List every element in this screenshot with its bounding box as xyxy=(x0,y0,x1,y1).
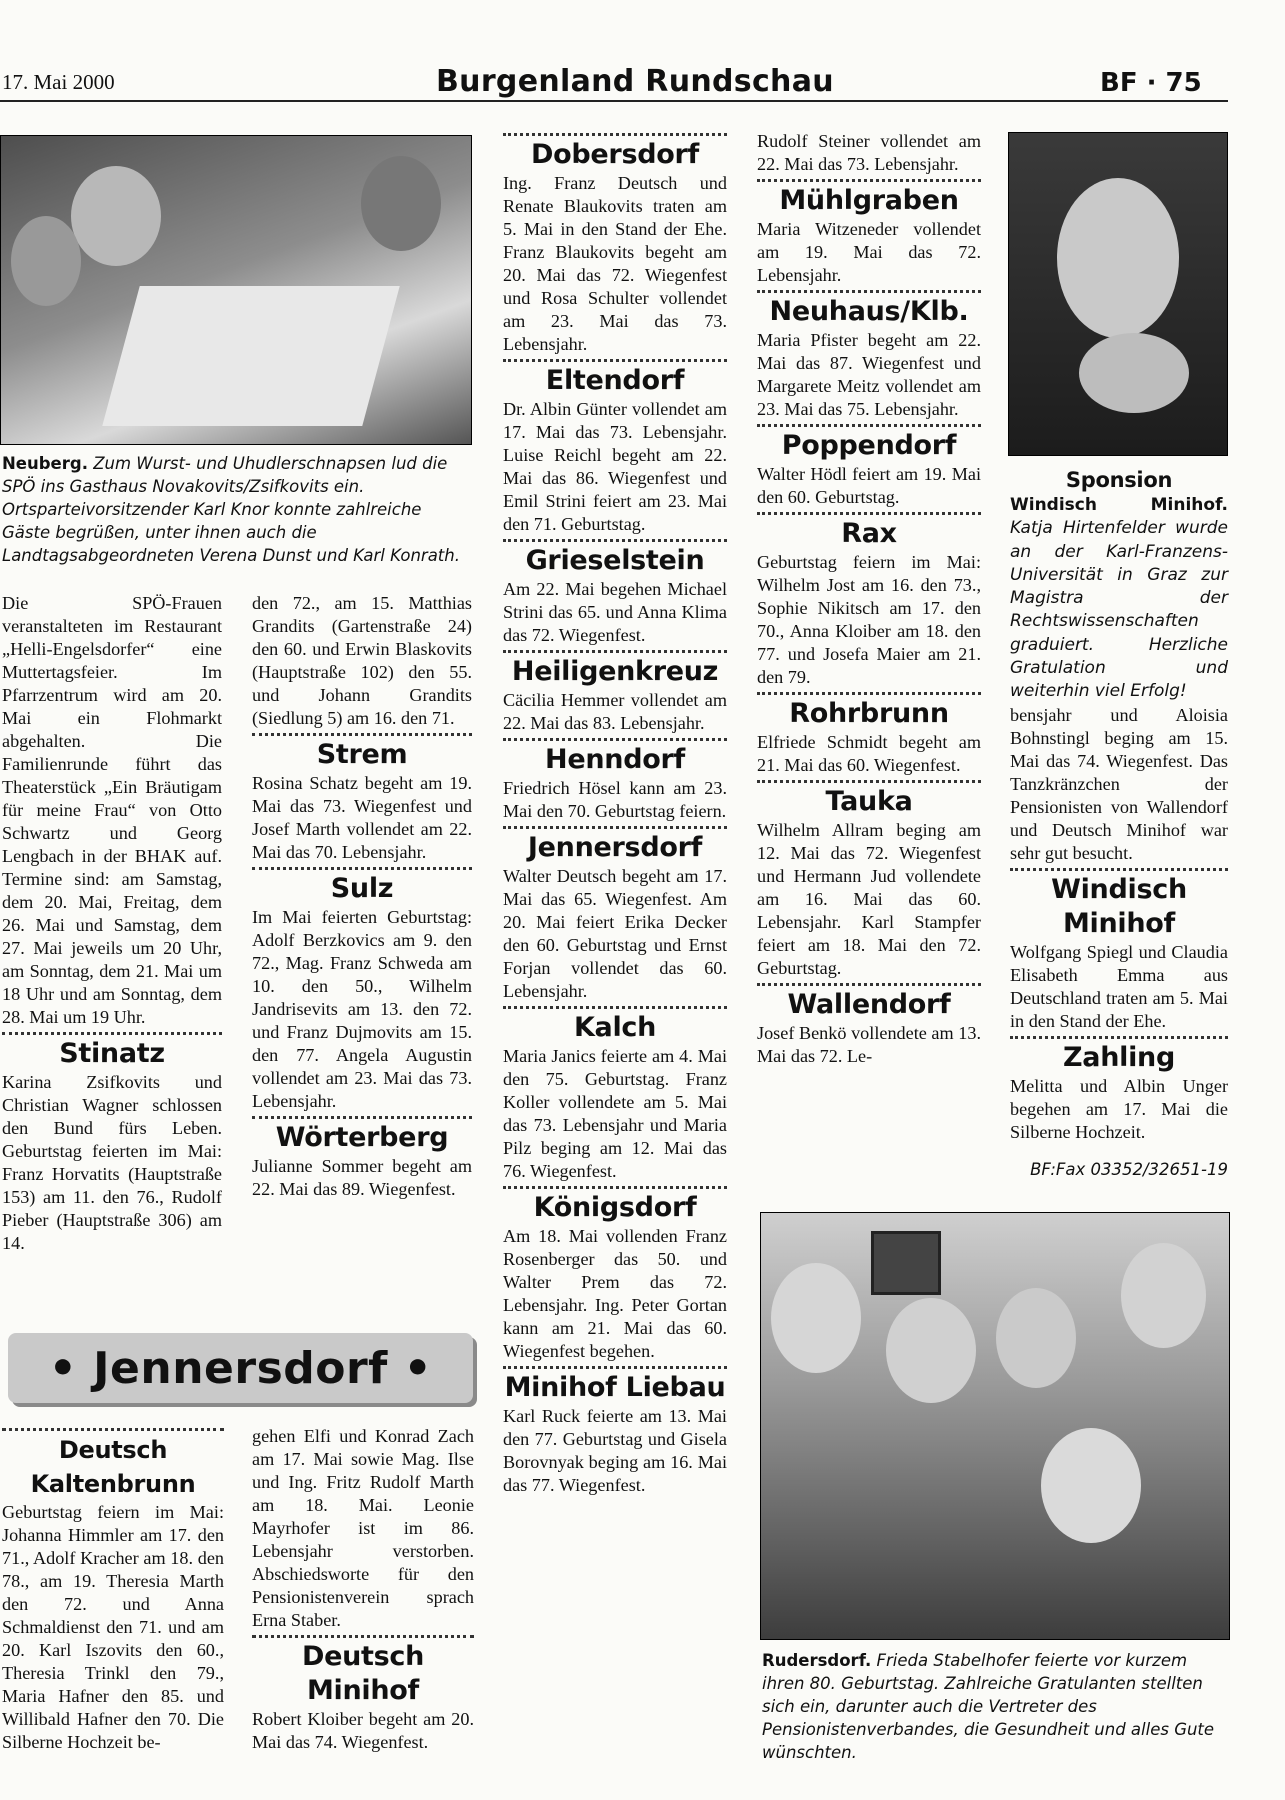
article-windisch-minihof: Wolfgang Spiegl und Claudia Elisabeth Emma aus Deutschland traten am 5. Mai in den Stand der Ehe. xyxy=(1010,941,1228,1031)
column-2-top xyxy=(252,592,472,1201)
heading-wallendorf: Wallendorf xyxy=(787,989,951,1020)
heading-stinatz: Stinatz xyxy=(59,1038,165,1069)
heading-neuhaus: Neuhaus/Klb. xyxy=(769,296,969,327)
article-kalch: Maria Janics feierte am 4. Mai den 75. Geburtstag. Franz Koller vollendete am 5. Mai das 73. Lebensjahr und Maria Pilz beging am 12. Mai das 76. Wiegenfest. xyxy=(503,1046,727,1181)
photo-rudersdorf-caption: Rudersdorf. Frieda Stabelhofer feierte vor kurzem ihren 80. Geburtstag. Zahlreiche Gratulanten stellten sich ein, darunter auch die Vertreter des Pensionistenverbandes, die Gesundheit und alles Gute wünschten. xyxy=(762,1651,1215,1762)
article-koenigsdorf: Am 18. Mai vollenden Franz Rosenberger das 50. und Walter Prem das 72. Lebensjahr. Ing. Peter Gortan kann am 21. Mai das 60. Wiegenfest begehen. xyxy=(503,1226,727,1361)
divider xyxy=(757,179,981,182)
article-muehlgraben: Maria Witzeneder vollendet am 19. Mai das 72. Lebensjahr. xyxy=(757,219,981,285)
heading-muehlgraben: Mühlgraben xyxy=(779,185,959,216)
divider xyxy=(757,290,981,293)
article-deutsch-minihof: Robert Kloiber begeht am 20. Mai das 74. Wiegenfest. xyxy=(252,1709,474,1752)
article-spoe-frauen: Die SPÖ-Frauen veranstalteten im Restaurant „Helli-Engelsdorfer“ eine Muttertagsfeier. Im Pfarrzentrum wird am 20. Mai ein Flohmarkt abgehalten. Die Familienrunde führt das Theaterstück „Ein Bräutigam für meine Frau“ von Otto Schwartz und Georg Lengbach in der BHAK auf. Termine sind: am Samstag, dem 20. Mai, Freitag, dem 26. Mai und Samstag, dem 27. Mai jeweils um 20 Uhr, am Sonntag, dem 21. Mai um 18 Uhr und am Sonntag, dem 28. Mai um 19 Uhr. xyxy=(2,593,222,1027)
article-stinatz: Karina Zsifkovits und Christian Wagner schlossen den Bund fürs Leben. Geburtstag feierten im Mai: Franz Horvatits (Hauptstraße 153) am 11. den 76., Rudolf Pieber (Hauptstraße 306) am 14. xyxy=(2,1072,222,1253)
divider xyxy=(1010,868,1228,871)
article-continued-bohnstingl: bensjahr und Aloisia Bohnstingl beging am 15. Mai das 74. Wiegenfest. Das Tanzkränzchen der Pensionisten von Wallendorf und Deutsch Minihof war sehr gut besucht. xyxy=(1010,704,1228,863)
article-rax: Geburtstag feiern im Mai: Wilhelm Jost am 16. den 73., Sophie Nikitsch am 17. den 70., Anna Kloiber am 18. den 77. und Josefa Maier am 21. den 79. xyxy=(757,552,981,687)
article-woerterberg: Julianne Sommer begeht am 22. Mai das 89. Wiegenfest. xyxy=(252,1156,472,1199)
article-deutsch-kaltenbrunn: Geburtstag feiern im Mai: Johanna Himmler am 17. den 71., Adolf Kracher am 18. den 78., am 19. Theresia Marth den 72. und Anna Schmaldienst den 71. und am 20. Karl Iszovits den 60., Theresia Trinkl den 79., Maria Hafner den 85. und Willibald Hafner den 70. Die Silberne Hochzeit be- xyxy=(2,1502,224,1752)
article-tauka: Wilhelm Allram beging am 12. Mai das 72. Wiegenfest und Hermann Jud vollendete am 16. Mai das 60. Lebensjahr. Karl Stampfer feiert am 18. Mai den 72. Geburtstag. xyxy=(757,820,981,978)
article-continued-zach: gehen Elfi und Konrad Zach am 17. Mai sowie Mag. Ilse und Ing. Fritz Rudolf Marth am 18. Mai. Leonie Mayrhofer ist im 86. Lebensjahr verstorben. Abschiedsworte für den Pensionistenverein sprach Erna Staber. xyxy=(252,1426,474,1630)
heading-zahling: Zahling xyxy=(1063,1041,1175,1073)
photo-neuberg-caption: Neuberg. Zum Wurst- und Uhudlerschnapsen lud die SPÖ ins Gasthaus Novakovits/Zsifkovits ein. Ortsparteivorsitzender Karl Knor konnte zahlreiche Gäste begrüßen, unter ihnen auch die Landtagsabgeordneten Verena Dunst und Karl Konrath. xyxy=(2,454,460,565)
divider xyxy=(503,1366,727,1369)
column-1-top xyxy=(2,592,222,1255)
heading-eltendorf: Eltendorf xyxy=(545,365,685,396)
article-zahling: Melitta und Albin Unger begehen am 17. Mai die Silberne Hochzeit. xyxy=(1010,1075,1228,1142)
divider xyxy=(757,692,981,695)
heading-strem: Strem xyxy=(316,739,408,770)
heading-rohrbrunn: Rohrbrunn xyxy=(789,698,949,729)
heading-sulz: Sulz xyxy=(330,873,394,904)
heading-dobersdorf: Dobersdorf xyxy=(531,139,699,170)
article-minihof-liebau: Karl Ruck feierte am 13. Mai den 77. Geburtstag und Gisela Borovnyak beging am 16. Mai das 77. Wiegenfest. xyxy=(503,1406,727,1495)
article-sulz: Im Mai feierten Geburtstag: Adolf Berzkovics am 9. den 72., Mag. Franz Schweda am 10. den 50., Wilhelm Jandrisevits am 13. den 72. und Franz Dujmovits am 15. den 77. Angela Augustin vollendet am 23. Mai das 73. Lebensjahr. xyxy=(252,907,472,1111)
heading-rax: Rax xyxy=(841,518,897,549)
divider xyxy=(757,780,981,783)
column-5 xyxy=(1010,466,1228,1181)
column-1-bottom xyxy=(2,1425,224,1754)
divider xyxy=(503,826,727,829)
divider xyxy=(2,1428,224,1431)
divider xyxy=(503,359,727,362)
photo-rudersdorf-group xyxy=(760,1212,1230,1640)
heading-kalch: Kalch xyxy=(573,1012,657,1043)
column-3 xyxy=(503,130,727,1497)
article-eltendorf: Dr. Albin Günter vollendet am 17. Mai das 73. Lebensjahr. Luise Reichl begeht am 22. Mai das 86. Wiegenfest und Emil Strini feiert am 23. Mai den 71. Geburtstag. xyxy=(503,399,727,534)
column-4 xyxy=(757,130,981,1068)
article-grieselstein: Am 22. Mai begehen Michael Strini das 65. und Anna Klima das 72. Wiegenfest. xyxy=(503,579,727,645)
article-jennersdorf-local: Walter Deutsch begeht am 17. Mai das 65. Wiegenfest. Am 20. Mai feiert Erika Decker den 60. Geburtstag und Ernst Forjan vollendet das 60. Lebensjahr. xyxy=(503,866,727,1001)
issue-date: 17. Mai 2000 xyxy=(2,70,115,94)
heading-windisch-minihof: Windisch Minihof xyxy=(1051,873,1187,939)
heading-henndorf: Henndorf xyxy=(545,744,685,775)
article-neuhaus: Maria Pfister begeht am 22. Mai das 87. Wiegenfest und Margarete Meitz vollendet am 23. Mai das 75. Lebensjahr. xyxy=(757,330,981,419)
article-henndorf: Friedrich Hösel kann am 23. Mai den 70. Geburtstag feiern. xyxy=(503,778,727,821)
fax-number: BF:Fax 03352/32651-19 xyxy=(1030,1159,1228,1179)
photo-portrait-katja xyxy=(1008,132,1228,456)
article-continued-steiner: Rudolf Steiner vollendet am 22. Mai das 73. Lebensjahr. xyxy=(757,131,981,174)
divider xyxy=(503,1006,727,1009)
divider xyxy=(503,738,727,741)
newspaper-section-title: Burgenland Rundschau xyxy=(436,64,834,99)
article-heiligenkreuz: Cäcilia Hemmer vollendet am 22. Mai das 83. Lebensjahr. xyxy=(503,690,727,733)
article-continued-grandits: den 72., am 15. Matthias Grandits (Gartenstraße 24) den 60. und Erwin Blaskovits (Hauptstraße 102) den 55. und Johann Grandits (Siedlung 5) am 16. den 71. xyxy=(252,593,472,728)
column-2-bottom xyxy=(252,1425,474,1754)
article-wallendorf: Josef Benkö vollendete am 13. Mai das 72. Le- xyxy=(757,1023,981,1066)
article-rohrbrunn: Elfriede Schmidt begeht am 21. Mai das 60. Wiegenfest. xyxy=(757,732,981,775)
header-rule xyxy=(0,100,1228,102)
divider xyxy=(757,512,981,515)
divider xyxy=(503,133,727,136)
divider xyxy=(1010,1036,1228,1039)
divider xyxy=(757,424,981,427)
article-dobersdorf: Ing. Franz Deutsch und Renate Blaukovits traten am 5. Mai in den Stand der Ehe. Franz Blaukovits begeht am 20. Mai das 72. Wiegenfest und Rosa Schulter vollendet am 23. Mai das 73. Lebensjahr. xyxy=(503,173,727,354)
heading-koenigsdorf: Königsdorf xyxy=(533,1192,697,1223)
heading-heiligenkreuz: Heiligenkreuz xyxy=(511,656,719,687)
divider xyxy=(252,733,472,736)
heading-sponsion: Sponsion xyxy=(1065,468,1173,492)
heading-jennersdorf-local: Jennersdorf xyxy=(527,832,703,863)
section-banner-jennersdorf: • Jennersdorf • xyxy=(8,1333,473,1403)
divider xyxy=(503,650,727,653)
divider xyxy=(2,1032,222,1035)
heading-woerterberg: Wörterberg xyxy=(275,1122,449,1153)
article-poppendorf: Walter Hödl feiert am 19. Mai den 60. Geburtstag. xyxy=(757,464,981,507)
article-strem: Rosina Schatz begeht am 19. Mai das 73. Wiegenfest und Josef Marth vollendet am 22. Mai das 70. Lebensjahr. xyxy=(252,773,472,862)
divider xyxy=(757,983,981,986)
divider xyxy=(503,539,727,542)
photo-neuberg-card-game xyxy=(0,135,472,445)
divider xyxy=(252,867,472,870)
page-number: BF · 75 xyxy=(1100,68,1202,98)
divider xyxy=(252,1635,474,1638)
heading-tauka: Tauka xyxy=(825,786,913,817)
heading-minihof-liebau: Minihof Liebau xyxy=(504,1372,726,1403)
heading-grieselstein: Grieselstein xyxy=(525,545,705,576)
article-sponsion: Windisch Minihof. Katja Hirtenfelder wurde an der Karl-Franzens-Universität in Graz zur Magistra der Rechtswissenschaften graduiert. Herzliche Gratulation und weiterhin viel Erfolg! xyxy=(1010,495,1228,702)
heading-deutsch-minihof: Deutsch Minihof xyxy=(301,1641,425,1706)
heading-deutsch-kaltenbrunn: Deutsch Kaltenbrunn xyxy=(30,1436,196,1498)
heading-poppendorf: Poppendorf xyxy=(781,430,957,461)
divider xyxy=(252,1116,472,1119)
divider xyxy=(503,1186,727,1189)
